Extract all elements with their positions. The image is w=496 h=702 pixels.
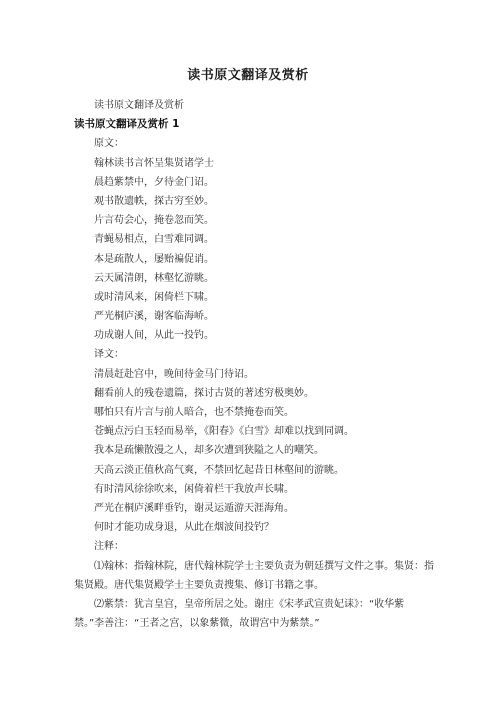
translation-line: 苍蝇点污白玉轻而易举，《阳春》《白雪》却难以找到同调。 [94,426,354,438]
poem-line: 本是疏散人，屡贻褊促诮。 [94,253,214,265]
note-paragraph [74,595,434,633]
poem-lines [74,173,434,346]
poem-line: 晨趋紫禁中，夕待金门诏。 [94,176,214,188]
translation-line: 哪怕只有片言与前人暗合，也不禁掩卷而笑。 [94,407,294,418]
subtitle: 读书原文翻译及赏析 [94,100,184,111]
translation-line: 清晨赶赴宫中，晚间待金马门待诏。 [94,368,254,380]
poem-line: 片言苟会心，掩卷忽而笑。 [94,215,214,227]
document-body [74,96,434,633]
poem-line: 观书散遗帙，探古穷至妙。 [94,195,214,207]
translation-lines [74,365,434,538]
poem-line: 严光桐庐溪，谢客临海峤。 [94,311,214,323]
translation-line: 何时才能功成身退，从此在烟波间投钓？ [94,522,274,534]
note-text: ⑴翰林：指翰林院，唐代翰林院学士主要负责为朝廷撰写文件之事。集贤：指集贤殿。唐代集贤殿学士主要负责搜集、修订书籍之事。 [74,560,434,591]
page-title: 读书原文翻译及赏析 [187,68,309,83]
poem-title: 翰林读书言怀呈集贤诸学士 [94,157,214,169]
translation-line: 天高云淡正值秋高气爽，不禁回忆起昔日林壑间的游眺。 [94,464,344,476]
notes-label: 注释： [94,541,124,553]
section-heading: 读书原文翻译及赏析 1 [74,118,180,131]
translation-label: 译文： [94,349,124,361]
translation-line: 翻看前人的残卷遗篇，探讨古贤的著述穷极奥妙。 [94,387,314,399]
poem-line: 或时清风来，闲倚栏下啸。 [94,291,214,303]
note-paragraph [74,557,434,595]
poem-line: 云天属清朗，林壑忆游眺。 [94,272,214,284]
original-label: 原文： [94,138,124,150]
poem-line: 功成谢人间，从此一投钓。 [94,330,214,342]
translation-line: 我本是疏懒散漫之人，却多次遭到狭隘之人的嘲笑。 [94,445,324,457]
translation-line: 有时清风徐徐吹来，闲倚着栏干我放声长啸。 [94,483,294,495]
note-text: ⑵紫禁：犹言皇宫，皇帝所居之处。谢庄《宋孝武宣贵妃诔》：“收华紫禁。”李善注：“王者之宫，以象紫微，故谓宫中为紫禁。” [74,598,405,630]
translation-line: 严光在桐庐溪畔垂钓，谢灵运遁游天涯海角。 [94,502,294,514]
poem-line: 青蝇易相点，白雪难同调。 [94,234,214,246]
